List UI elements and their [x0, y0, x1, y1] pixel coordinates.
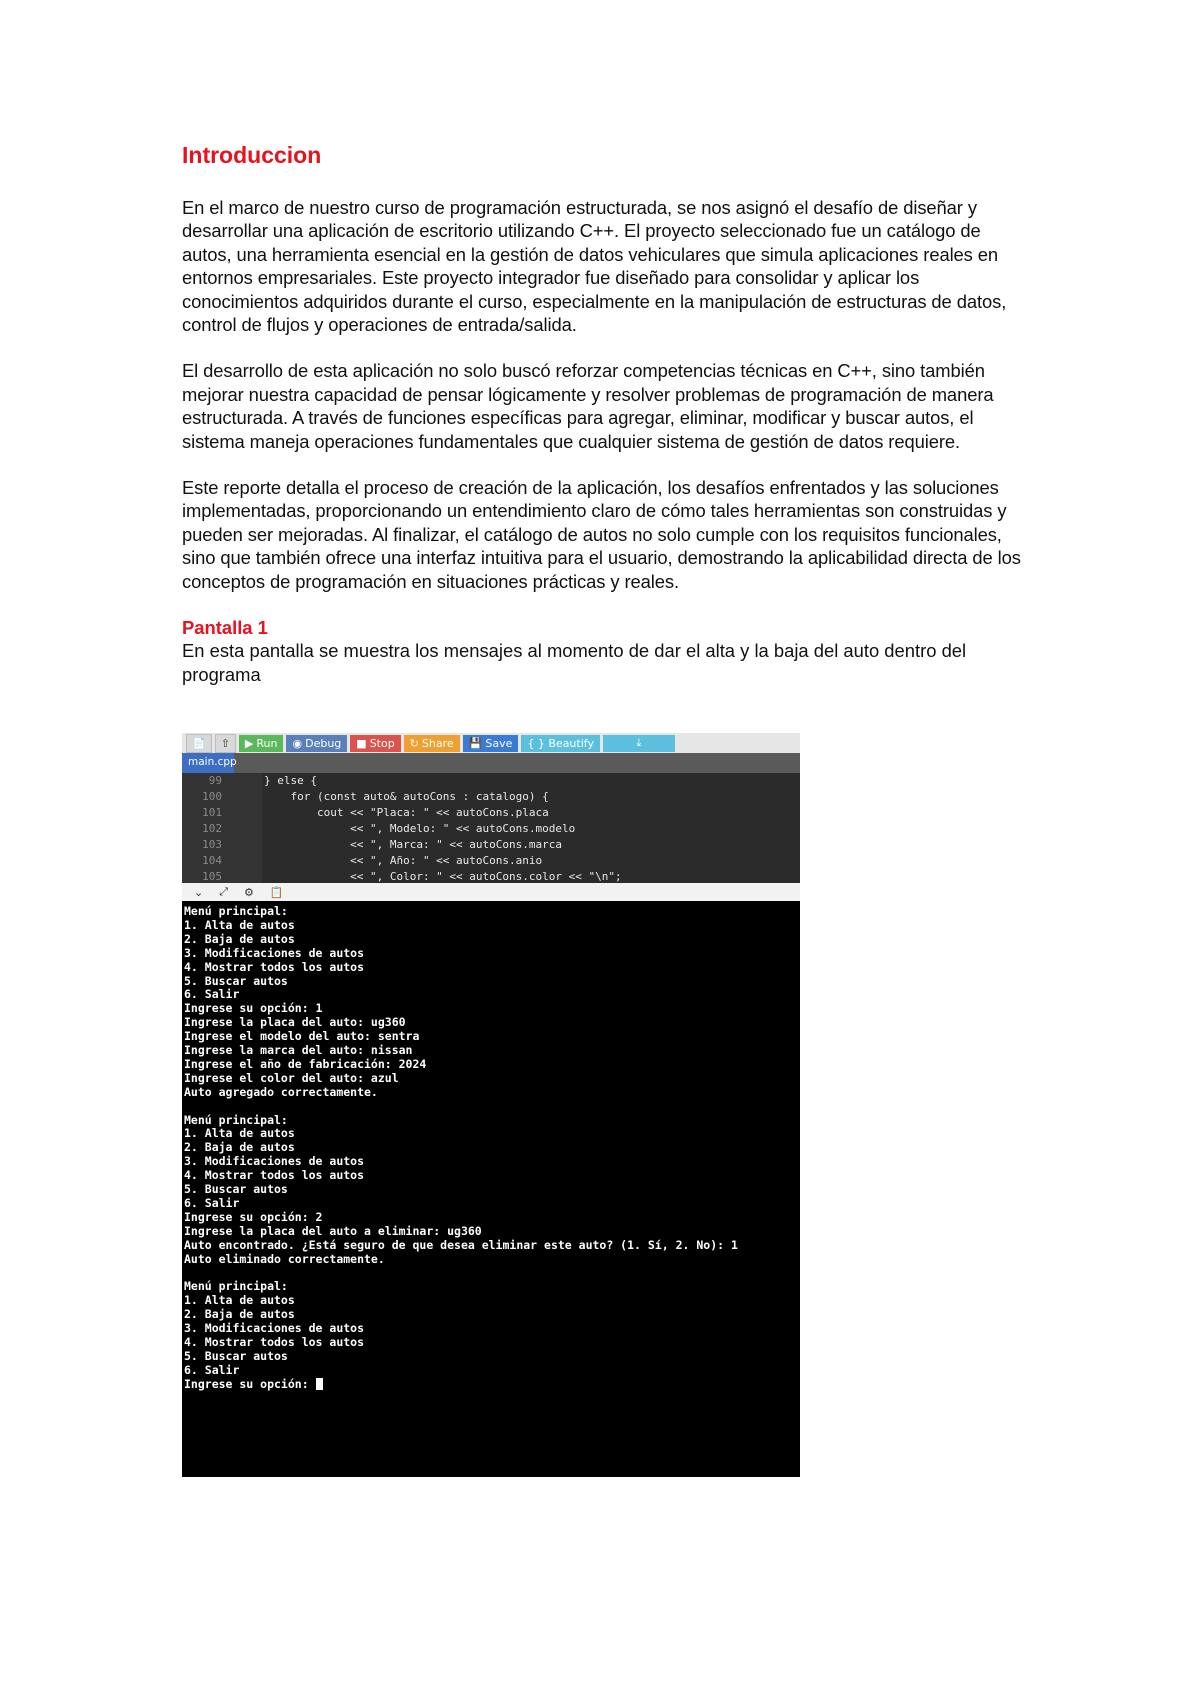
beautify-button[interactable]: { } Beautify	[521, 735, 600, 752]
ide-toolbar	[182, 733, 800, 753]
console-line: 4. Mostrar todos los autos	[184, 959, 365, 974]
console-line: 3. Modificaciones de autos	[184, 945, 365, 960]
code-line: 103 << ", Marca: " << autoCons.marca	[202, 838, 563, 851]
console-line: Ingrese su opción: 2	[184, 1209, 323, 1224]
intro-paragraph-2: El desarrollo de esta aplicación no solo buscó reforzar competencias técnicas en C++, sino también mejorar nuestra capacidad de pensar lógicamente y resolver problemas de programación de manera estructurada. A través de funciones específicas para agregar, eliminar, modificar y buscar autos, el sistema maneja operaciones fundamentales que cualquier sistema de gestión de datos requiere.	[182, 360, 994, 452]
play-icon: ▶	[244, 736, 254, 750]
console-line: 6. Salir	[184, 1196, 240, 1211]
console-line: 1. Alta de autos	[184, 1126, 295, 1141]
console-line: 5. Buscar autos	[184, 1182, 288, 1197]
console-line: 4. Mostrar todos los autos	[184, 1168, 365, 1183]
console-line: 2. Baja de autos	[184, 931, 295, 946]
code-line: 104 << ", Año: " << autoCons.anio	[202, 854, 543, 867]
console-line: Auto eliminado correctamente.	[184, 1251, 385, 1266]
editor-tabs	[182, 753, 800, 773]
console-line: 1. Alta de autos	[184, 1293, 295, 1308]
console-line: 2. Baja de autos	[184, 1140, 295, 1155]
share-icon: ↻	[409, 736, 419, 750]
section-heading: Pantalla 1	[182, 617, 268, 639]
console-line: Ingrese su opción:	[184, 1378, 798, 1392]
clipboard-icon[interactable]: 📋	[269, 886, 284, 899]
code-line: 101 cout << "Placa: " << autoCons.placa	[202, 806, 549, 819]
console-line: Menú principal:	[184, 904, 288, 918]
console-toolbar	[182, 883, 800, 901]
console-line: 5. Buscar autos	[184, 973, 288, 988]
intro-heading: Introduccion	[182, 142, 322, 168]
code-line: 99 } else {	[208, 774, 317, 787]
console-line	[184, 1100, 798, 1114]
console-line: Ingrese su opción: 1	[184, 1001, 323, 1016]
document-body	[182, 140, 1022, 686]
console-line: 4. Mostrar todos los autos	[184, 1335, 365, 1350]
console-line: Ingrese el modelo del auto: sentra	[184, 1029, 420, 1044]
section-description: En esta pantalla se muestra los mensajes al momento de dar el alta y la baja del auto dentro del programa	[182, 640, 967, 685]
debug-icon: ◉	[292, 736, 303, 750]
console-line: 5. Buscar autos	[184, 1348, 288, 1363]
console-line: Ingrese el color del auto: azul	[184, 1070, 399, 1085]
code-line: 100 for (const auto& autoCons : catalogo) {	[202, 790, 549, 803]
expand-icon[interactable]: ⤢	[219, 885, 229, 898]
console-line: Ingrese el año de fabricación: 2024	[184, 1056, 427, 1071]
console-line: Auto encontrado. ¿Está seguro de que desea eliminar este auto? (1. Sí, 2. No): 1	[184, 1237, 738, 1252]
console-line: 3. Modificaciones de autos	[184, 1321, 365, 1336]
console-output[interactable]	[182, 901, 800, 1396]
console-line: Auto agregado correctamente.	[184, 1084, 378, 1099]
code-line: 102 << ", Modelo: " << autoCons.modelo	[202, 822, 576, 835]
console-line: Menú principal:	[184, 1112, 288, 1127]
debug-button[interactable]: ◉ Debug	[286, 735, 347, 752]
stop-icon: ■	[356, 736, 367, 750]
download-icon: ⤓	[636, 736, 642, 749]
download-button[interactable]	[603, 735, 675, 752]
cursor-icon	[316, 1378, 323, 1390]
console-line: Menú principal:	[184, 1279, 288, 1294]
ide-screenshot	[182, 733, 800, 1477]
stop-button[interactable]: ■ Stop	[350, 735, 400, 752]
upload-icon[interactable]: ⇧	[215, 734, 236, 753]
console-line: 1. Alta de autos	[184, 917, 295, 932]
console-line: Ingrese la placa del auto: ug360	[184, 1015, 406, 1030]
console-line	[184, 1267, 798, 1281]
intro-paragraph-1: En el marco de nuestro curso de programación estructurada, se nos asignó el desafío de diseñar y desarrollar una aplicación de escritorio utilizando C++. El proyecto seleccionado fue un catálogo de autos, una herramienta esencial en la gestión de datos vehiculares que simula aplicaciones reales en entornos empresariales. Este proyecto integrador fue diseñado para consolidar y aplicar los conocimientos adquiridos durante el curso, especialmente en la manipulación de estructuras de datos, control de flujos y operaciones de entrada/salida.	[182, 197, 1007, 336]
save-button[interactable]: 💾 Save	[463, 735, 519, 752]
console-line: 2. Baja de autos	[184, 1307, 295, 1322]
console-line: 3. Modificaciones de autos	[184, 1154, 365, 1169]
chevron-down-icon[interactable]: ⌄	[194, 886, 204, 899]
share-button[interactable]: ↻ Share	[404, 735, 460, 752]
console-line: 6. Salir	[184, 987, 240, 1002]
console-line: 6. Salir	[184, 1362, 240, 1377]
console-line: Ingrese la marca del auto: nissan	[184, 1043, 413, 1058]
console-line: Ingrese la placa del auto a eliminar: ug360	[184, 1223, 482, 1238]
tab-main-cpp[interactable]: main.cpp	[182, 753, 234, 773]
code-editor[interactable]	[182, 773, 800, 883]
save-icon: 💾	[468, 736, 483, 750]
code-line: 105 << ", Color: " << autoCons.color << "\n";	[202, 870, 622, 883]
gear-icon[interactable]: ⚙	[244, 886, 254, 899]
run-button[interactable]: ▶ Run	[239, 735, 284, 752]
intro-paragraph-3: Este reporte detalla el proceso de creación de la aplicación, los desafíos enfrentados y las soluciones implementadas, proporcionando un entendimiento claro de cómo tales herramientas son construidas y pueden ser mejoradas. Al finalizar, el catálogo de autos no solo cumple con los requisitos funcionales, sino que también ofrece una interfaz intuitiva para el usuario, demostrando la aplicabilidad directa de los conceptos de programación en situaciones prácticas y reales.	[182, 477, 1021, 592]
file-icon[interactable]: 📄	[186, 734, 212, 753]
